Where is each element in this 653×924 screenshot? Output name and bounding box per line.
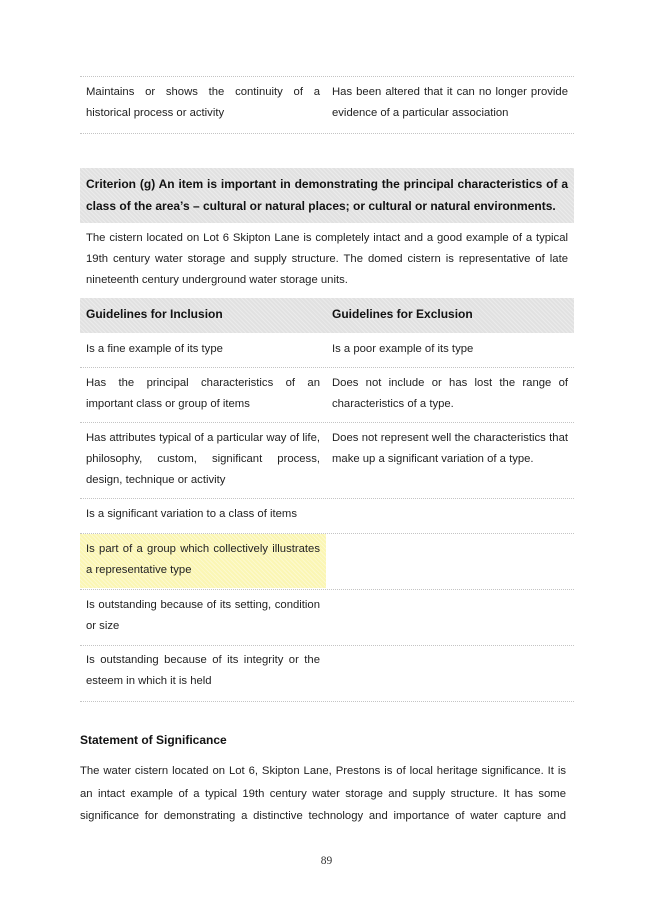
table-rule xyxy=(80,589,574,590)
inclusion-column-header: Guidelines for Inclusion xyxy=(86,307,223,321)
table-row-1-exclusion: Is a poor example of its type xyxy=(332,343,474,355)
criterion-g-assessment: The cistern located on Lot 6 Skipton Lane is completely intact and a good example of a typical 19th century water storage and supply structure. The domed cistern is representative of late nineteenth century underground water storage units. xyxy=(86,232,568,286)
table-row-7-inclusion: Is outstanding because of its integrity or the esteem in which it is held xyxy=(86,654,320,687)
table-rule xyxy=(80,422,574,423)
table-row-3-exclusion: Does not represent well the characteristics that make up a significant variation of a type. xyxy=(332,432,568,465)
table-row-4-inclusion: Is a significant variation to a class of items xyxy=(86,508,297,520)
table-rule xyxy=(80,76,574,77)
exclusion-column-header: Guidelines for Exclusion xyxy=(332,307,473,321)
table-rule xyxy=(80,645,574,646)
table-rule xyxy=(80,498,574,499)
top-table-inclusion-cell: Maintains or shows the continuity of a historical process or activity xyxy=(86,86,320,119)
table-row-5-inclusion: Is part of a group which collectively illustrates a representative type xyxy=(86,543,320,576)
statement-of-significance-heading: Statement of Significance xyxy=(80,733,227,747)
table-row-6-inclusion: Is outstanding because of its setting, condition or size xyxy=(86,599,320,632)
table-rule xyxy=(80,133,574,134)
top-table-exclusion-cell: Has been altered that it can no longer provide evidence of a particular association xyxy=(332,86,568,119)
page-number: 89 xyxy=(320,855,333,867)
table-rule xyxy=(80,367,574,368)
statement-of-significance-text: The water cistern located on Lot 6, Skipton Lane, Prestons is of local heritage significance. It is an intact example of a typical 19th century water storage and supply structure. It has some significance for demonstrating a distinctive technology and importance of water capture and xyxy=(80,765,566,822)
table-row-2-exclusion: Does not include or has lost the range of characteristics of a type. xyxy=(332,377,568,410)
table-row-3-inclusion: Has attributes typical of a particular way of life, philosophy, custom, significant process, design, technique or activity xyxy=(86,432,320,486)
table-rule xyxy=(80,701,574,702)
criterion-g-heading: Criterion (g) An item is important in demonstrating the principal characteristics of a class of the area’s – cultural or natural places; or cultural or natural environments. xyxy=(86,177,568,213)
table-row-2-inclusion: Has the principal characteristics of an important class or group of items xyxy=(86,377,320,410)
table-row-1-inclusion: Is a fine example of its type xyxy=(86,343,223,355)
